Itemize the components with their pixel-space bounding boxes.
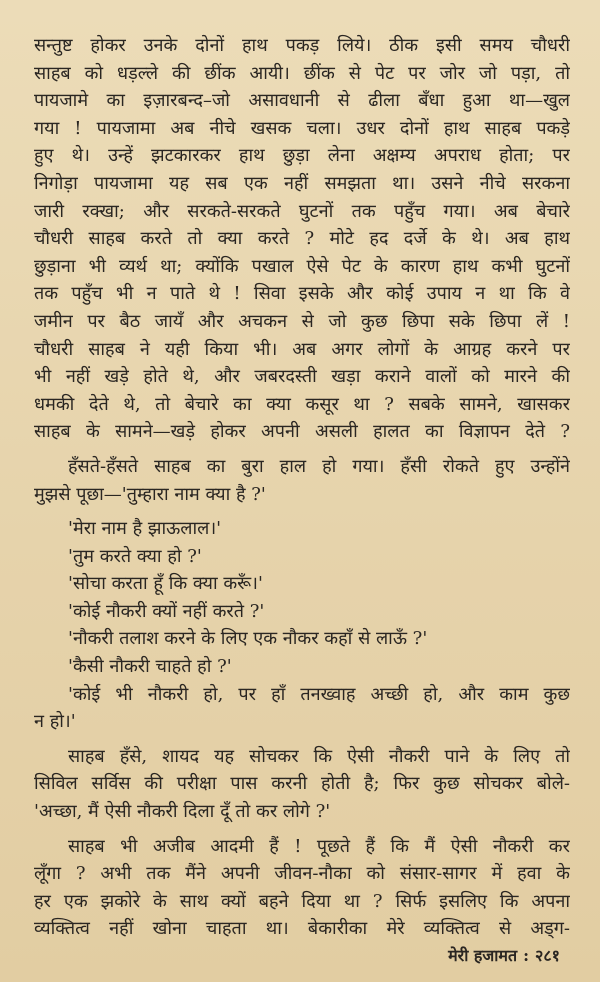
- text-line: 'अच्छा, मैं ऐसी नौकरी दिला दूँ तो कर लोगे ?': [34, 801, 331, 823]
- book-title: मेरी हजामत: [448, 946, 518, 965]
- dialogue-line: 'सोचा करता हूँ कि क्या करूँ।': [68, 573, 263, 595]
- body-text: [34, 32, 570, 943]
- dialogue-line: 'मेरा नाम है झाऊलाल।': [68, 518, 222, 540]
- text-line: जारी रक्खा; और सरकते-सरकते घुटनों तक पहुँच गया। अब बेचारे: [34, 200, 570, 222]
- text-line: हँसते-हँसते साहब का बुरा हाल हो गया। हँसी रोकते हुए उन्होंने: [68, 455, 570, 477]
- text-line: हुए थे। उन्हें झटकारकर हाथ छुड़ा लेना अक्षम्य अपराध होता; पर: [34, 145, 570, 167]
- dialogue-line: 'तुम करते क्या हो ?': [68, 545, 202, 567]
- paragraph-4: [34, 743, 570, 826]
- text-line: साहब भी अजीब आदमी हैं ! पूछते हैं कि मैं ऐसी नौकरी कर: [68, 835, 570, 857]
- text-line: साहब के सामने—खड़े होकर अपनी असली हालत का विज्ञापन देते ?: [34, 421, 570, 443]
- dialogue-line: 'नौकरी तलाश करने के लिए एक नौकर कहाँ से लाऊँ ?': [68, 628, 428, 650]
- paragraph-gap: [34, 446, 570, 453]
- text-line: मुझसे पूछा—'तुम्हारा नाम क्या है ?': [34, 483, 266, 505]
- text-line: साहब को धड़ल्ले की छींक आयी। छींक से पेट पर जोर जो पड़ा, तो: [34, 62, 570, 84]
- text-line: न हो।': [34, 711, 76, 733]
- text-line: चौधरी साहब करते तो क्या करते ? मोटे हद दर्जे के थे। अब हाथ: [34, 228, 570, 250]
- text-line: 'कोई भी नौकरी हो, पर हाँ तनख्वाह अच्छी हो, और काम कुछ: [68, 683, 570, 705]
- dialogue-line: 'कोई नौकरी क्यों नहीं करते ?': [68, 600, 265, 622]
- paragraph-5: [34, 833, 570, 943]
- text-line: गया ! पायजामा अब नीचे खसक चला। उधर दोनों हाथ साहब पकड़े: [34, 117, 570, 139]
- paragraph-3: [34, 681, 570, 736]
- paragraph-2: [34, 453, 570, 508]
- paragraph-gap: [34, 736, 570, 743]
- footer-separator: :: [523, 946, 530, 965]
- text-line: चौधरी साहब ने यही किया भी। अब अगर लोगों के आग्रह करने पर: [34, 338, 570, 360]
- paragraph-gap: [34, 508, 570, 515]
- page-number: २८१: [535, 946, 560, 965]
- text-line: छुड़ाना भी व्यर्थ था; क्योंकि पखाल ऐसे पेट के कारण हाथ कभी घुटनों: [34, 255, 570, 277]
- dialogue: [34, 515, 570, 681]
- text-line: हर एक झकोरे के साथ क्यों बहने दिया था ? सिर्फ इसलिए कि अपना: [34, 890, 570, 912]
- paragraph-gap: [34, 826, 570, 833]
- text-line: सन्तुष्ट होकर उनके दोनों हाथ पकड़ लिये। ठीक इसी समय चौधरी: [34, 35, 570, 56]
- text-line: जमीन पर बैठ जायँ और अचकन से जो कुछ छिपा सके छिपा लें !: [34, 310, 570, 332]
- text-line: व्यक्तित्व नहीं खोना चाहता था। बेकारीका मेरे व्यक्तित्व से अड्ग-: [34, 918, 570, 940]
- text-line: तक पहुँच भी न पाते थे ! सिवा इसके और कोई उपाय न था कि वे: [34, 283, 570, 305]
- paragraph-1: [34, 32, 570, 446]
- text-line: निगोड़ा पायजामा यह सब एक नहीं समझता था। उसने नीचे सरकना: [34, 172, 570, 194]
- text-line: साहब हँसे, शायद यह सोचकर कि ऐसी नौकरी पाने के लिए तो: [68, 745, 570, 767]
- text-line: लूँगा ? अभी तक मैंने अपनी जीवन-नौका को संसार-सागर में हवा के: [34, 863, 570, 885]
- text-line: भी नहीं खड़े होते थे, और जबरदस्ती खड़ा कराने वालों को मारने की: [34, 366, 570, 388]
- dialogue-line: 'कैसी नौकरी चाहते हो ?': [68, 656, 232, 678]
- running-footer: [448, 944, 560, 966]
- text-line: धमकी देते थे, तो बेचारे का क्या कसूर था ? सबके सामने, खासकर: [34, 393, 570, 415]
- text-line: सिविल सर्विस की परीक्षा पास करनी होती है; फिर कुछ सोचकर बोले-: [34, 773, 570, 795]
- text-line: पायजामे का इज़ारबन्द–जो असावधानी से ढीला बँधा हुआ था—खुल: [34, 90, 570, 112]
